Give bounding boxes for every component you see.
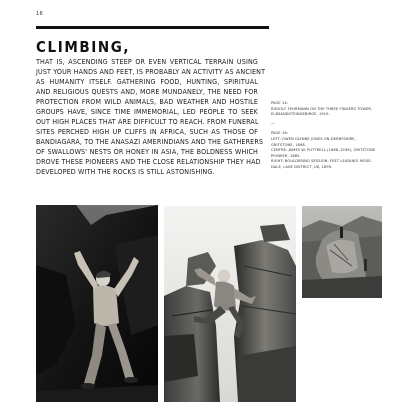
page-title: CLIMBING,	[36, 38, 131, 56]
caption-line: GRITSTONE, 1898.	[271, 142, 306, 147]
caption-line: ELBSANDSTEINGEBIRGE, 1919.	[271, 112, 330, 117]
body-line: BANDIAGARA, TO THE ANASAZI AMERINDIANS AND THE GATHERERS	[36, 137, 264, 146]
body-line: OF SWALLOWS' NESTS OR HONEY IN ASIA, THE BOLDNESS WHICH	[36, 147, 258, 156]
photo-left-climber-on-boulder	[36, 205, 158, 402]
photo-captions	[271, 101, 376, 171]
body-line: AND RELIGIOUS QUESTS AND, MORE MUNDANELY, THE NEED FOR	[36, 87, 258, 96]
title-rule	[36, 26, 269, 29]
photo-right-bouldering-session	[302, 206, 382, 298]
caption-separator: —	[271, 120, 275, 125]
caption-line: DALE, LAKE DISTRICT, UK, 1895.	[271, 164, 333, 169]
caption-line: CENTRE: JAMES W. PUTTRELL (1868–1939), GRITSTONE	[271, 148, 376, 153]
caption-line: LEFT: OWEN GLYNNE JONES ON DERBYSHIRE,	[271, 136, 356, 141]
body-line: SITES PERCHED HIGH UP CLIFFS IN AFRICA, SUCH AS THOSE OF	[36, 127, 258, 136]
body-line: GROUPS HAVE, SINCE TIME IMMEMORIAL, LED PEOPLE TO SEEK	[36, 107, 258, 116]
body-line: AS HUMANITY ITSELF. GATHERING FOOD, HUNTING, SPIRITUAL	[36, 77, 258, 86]
caption-line: RIGHT: BOULDERING SESSION, FEET LEADING! MOSE-	[271, 159, 373, 164]
page-number: 16	[36, 11, 43, 17]
photo-centre-climber-between-blocks	[164, 206, 296, 402]
caption-heading-page-14: PAGE 14:	[271, 101, 289, 105]
body-line: OUT HIGH PLACES THAT ARE DIFFICULT TO REACH. FROM FUNERAL	[36, 117, 259, 126]
caption-line: RUDOLF FEHRMANN ON THE THREE FINGERS TOWER,	[271, 106, 373, 111]
body-line: DROVE THESE PIONEERS AND THE CLOSE RELATIONSHIP THEY HAD	[36, 157, 261, 166]
caption-heading-page-16: PAGE 16:	[271, 131, 289, 136]
body-text	[36, 57, 266, 177]
caption-line: PIONEER, 1885.	[271, 153, 301, 158]
body-line: JUST YOUR HANDS AND FEET, IS PROBABLY AN ACTIVITY AS ANCIENT	[36, 67, 266, 76]
body-line: DEVELOPED WITH THE ROCKS IS STILL ASTONISHING.	[36, 167, 215, 176]
body-line: THAT IS, ASCENDING STEEP OR EVEN VERTICAL TERRAIN USING	[36, 57, 258, 66]
body-line: PROTECTION FROM WILD ANIMALS, BAD WEATHER AND HOSTILE	[36, 97, 258, 106]
